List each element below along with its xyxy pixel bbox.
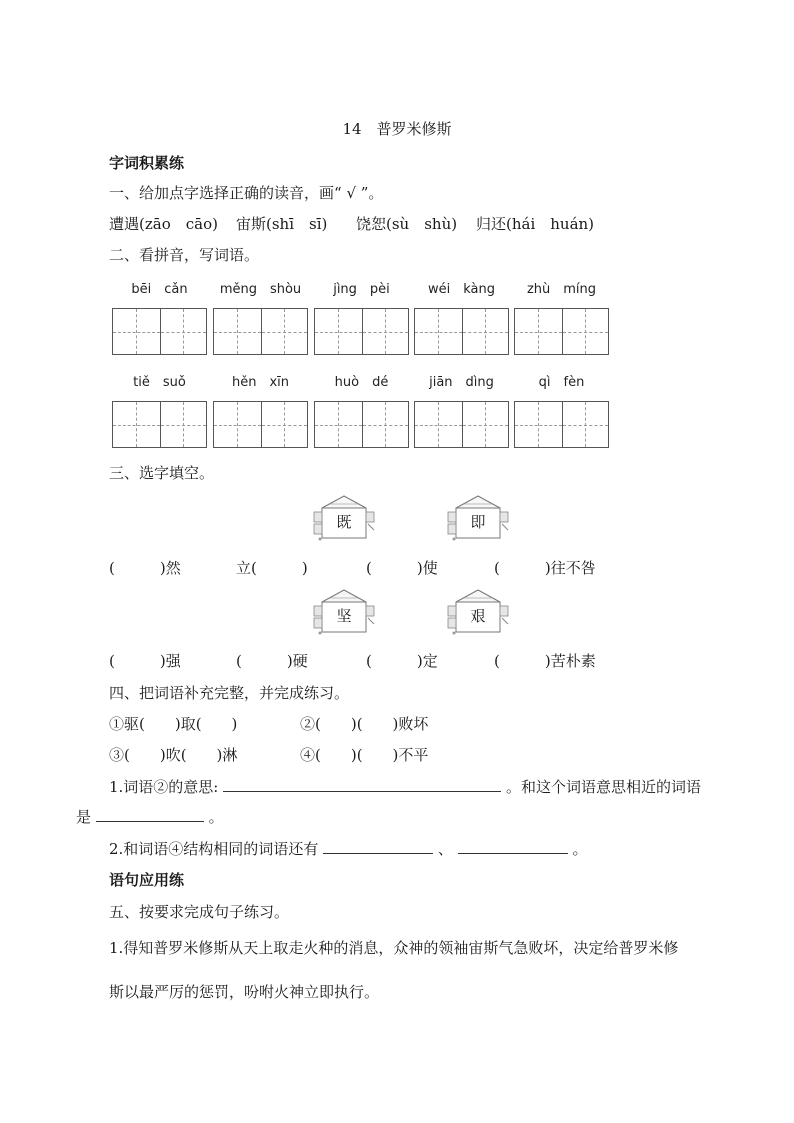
q4-sub1-text: 。和这个词语意思相近的词语 [505, 778, 701, 796]
answer-blank[interactable] [323, 839, 433, 854]
fill-blank[interactable]: ( )定 [366, 652, 438, 670]
q4-prompt: 四、把词语补充完整，并完成练习。 [109, 684, 350, 702]
q1-prompt: 一、给加点字选择正确的读音，画“ √ ”。 [109, 184, 384, 202]
q3-prompt: 三、选字填空。 [109, 464, 215, 482]
q1-item: 归还(hái huán) [476, 215, 595, 233]
q4-sub1-line [109, 776, 701, 797]
q4-sub1-label-2: 是 [76, 808, 92, 826]
fill-blank[interactable]: ( )然 [109, 559, 181, 577]
q5-sentence-line: 斯以最严厉的惩罚，吩咐火神立即执行。 [109, 983, 380, 1001]
fill-blank[interactable]: ( )硬 [236, 652, 308, 670]
q5-prompt: 五、按要求完成句子练习。 [109, 903, 290, 921]
card-character: 即 [470, 513, 486, 531]
idiom-item[interactable]: ①驱( )取( ) [109, 715, 238, 733]
page-title: 14 普罗米修斯 [342, 120, 452, 138]
q1-item: 遭遇(zāo cāo) [109, 215, 218, 233]
writing-grid[interactable] [414, 401, 509, 448]
character-card [444, 588, 512, 636]
fill-blank[interactable]: 立( ) [236, 559, 308, 577]
card-character: 坚 [336, 607, 352, 625]
q5-sentence-line: 1.得知普罗米修斯从天上取走火种的消息，众神的领袖宙斯气急败坏，决定给普罗米修 [109, 939, 679, 957]
q4-sub1-end: 。 [208, 808, 224, 826]
answer-blank[interactable] [96, 807, 204, 822]
writing-grid[interactable] [514, 401, 609, 448]
idiom-item[interactable]: ②( )( )败坏 [300, 715, 429, 733]
pinyin-label: hěn xīn [231, 375, 290, 390]
writing-grid[interactable] [112, 308, 207, 355]
pinyin-label: tiě suǒ [133, 375, 186, 390]
card-character: 既 [336, 513, 352, 531]
pinyin-label: jìng pèi [333, 282, 390, 297]
pinyin-label: jiān dìng [429, 375, 494, 390]
q4-sub2-end: 。 [572, 840, 588, 858]
fill-blank[interactable]: ( )往不咎 [494, 559, 596, 577]
pinyin-label: huò dé [334, 375, 389, 390]
writing-grid[interactable] [514, 308, 609, 355]
fill-blank[interactable]: ( )使 [366, 559, 438, 577]
section-heading-vocabulary: 字词积累练 [109, 154, 185, 172]
pinyin-label: qì fèn [538, 375, 585, 390]
q2-prompt: 二、看拼音，写词语。 [109, 246, 260, 264]
pinyin-label: zhù míng [526, 282, 597, 297]
q4-sub2-sep: 、 [437, 840, 453, 858]
q4-sub2-line [109, 838, 587, 859]
q4-sub1-continue [76, 806, 224, 827]
answer-blank[interactable] [223, 777, 501, 792]
writing-grid[interactable] [314, 308, 409, 355]
writing-grid[interactable] [112, 401, 207, 448]
character-card [444, 494, 512, 542]
writing-grid[interactable] [213, 401, 308, 448]
fill-blank[interactable]: ( )强 [109, 652, 181, 670]
character-card [310, 494, 378, 542]
card-character: 艰 [470, 607, 486, 625]
pinyin-label: wéi kàng [428, 282, 495, 297]
q1-item: 饶恕(sù shù) [356, 215, 458, 233]
answer-blank[interactable] [458, 839, 568, 854]
fill-blank[interactable]: ( )苦朴素 [494, 652, 596, 670]
q4-sub1-label: 1.词语②的意思: [109, 778, 219, 796]
writing-grid[interactable] [213, 308, 308, 355]
idiom-item[interactable]: ④( )( )不平 [300, 746, 429, 764]
pinyin-label: měng shòu [219, 282, 302, 297]
q4-sub2-label: 2.和词语④结构相同的词语还有 [109, 840, 319, 858]
writing-grid[interactable] [314, 401, 409, 448]
idiom-item[interactable]: ③( )吹( )淋 [109, 746, 238, 764]
character-card [310, 588, 378, 636]
section-heading-sentences: 语句应用练 [109, 871, 185, 889]
q1-item: 宙斯(shī sī) [236, 215, 328, 233]
pinyin-label: bēi cǎn [131, 282, 188, 297]
writing-grid[interactable] [414, 308, 509, 355]
